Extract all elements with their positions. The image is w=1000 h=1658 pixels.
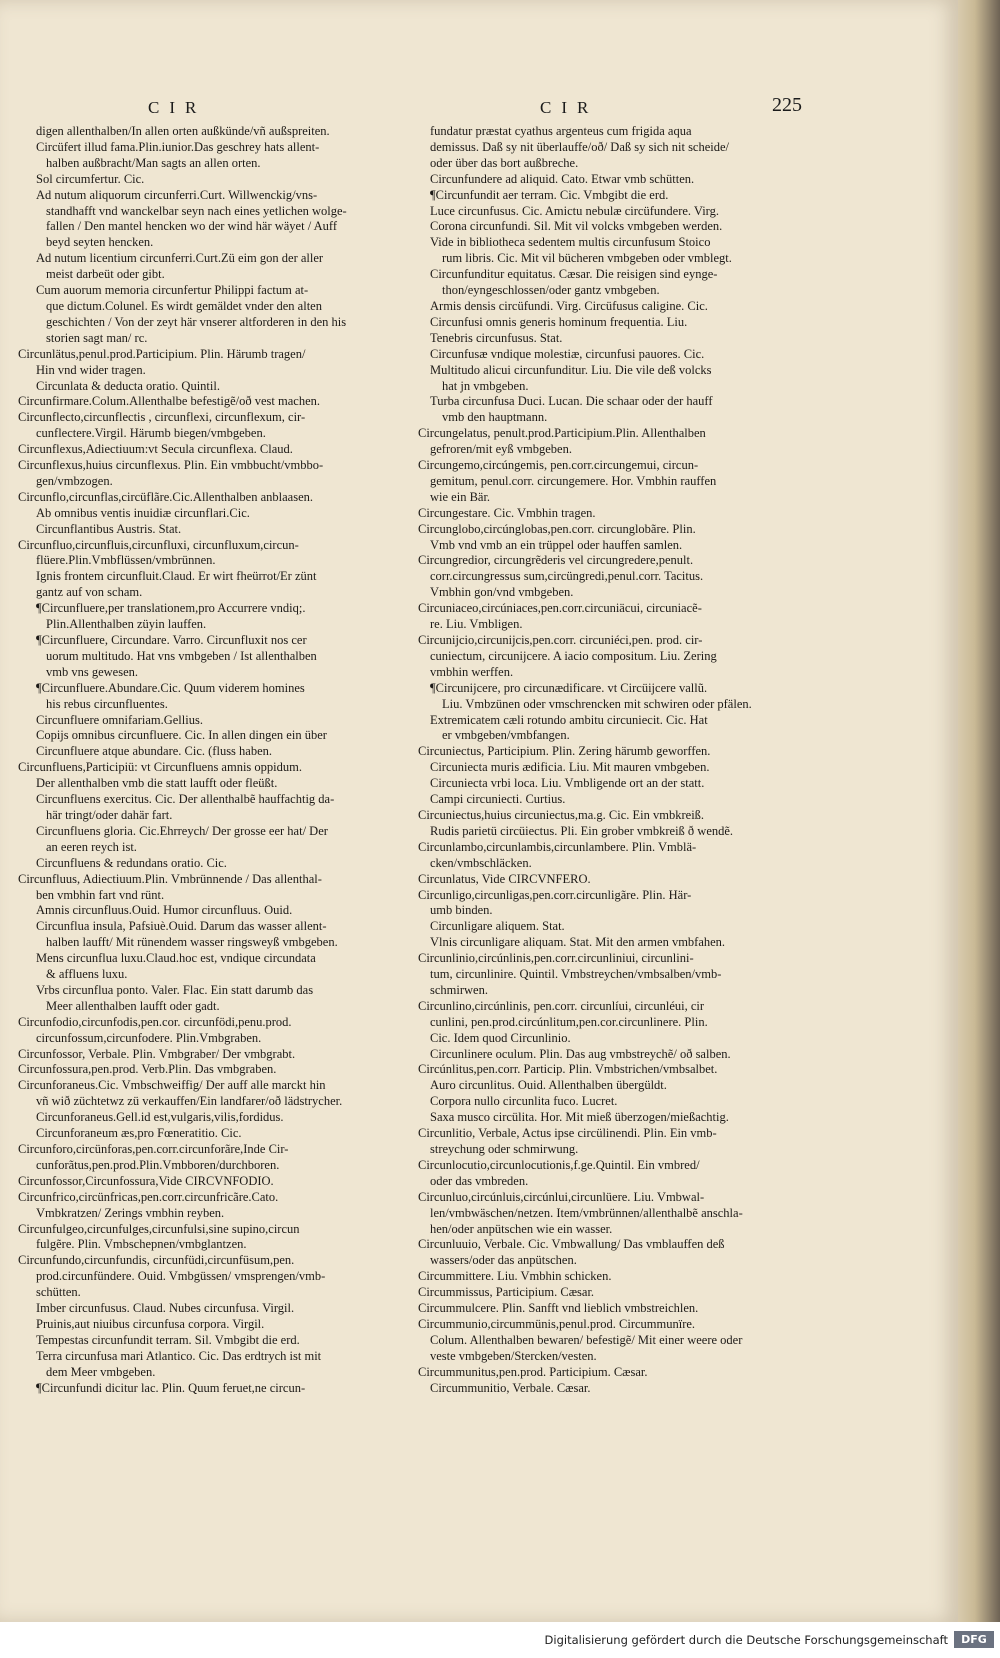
text-line: Cic. Idem quod Circunlinio. (430, 1030, 571, 1045)
text-line: Circunlambo,circunlambis,circunlambere. Plin. Vmblä- (418, 839, 697, 854)
text-line: Circunlocutio,circunlocutionis,f.ge.Quintil. Ein vmbred/ (418, 1157, 700, 1172)
text-line: wie ein Bär. (430, 489, 491, 504)
text-line: Circunflantibus Austris. Stat. (36, 521, 182, 536)
text-line: Circunluo,circúnluis,circúnlui,circunlüere. Liu. Vmbwal- (418, 1189, 705, 1204)
text-line: Saxa musco circülita. Hor. Mit mieß überzogen/mießachtig. (430, 1110, 729, 1125)
text-line: Circunfundo,circunfundis, circunfüdi,circunfüsum,pen. (18, 1253, 295, 1268)
text-line: Extremicatem cæli rotundo ambitu circuniecit. Cic. Hat (430, 712, 708, 727)
text-line: Mens circunflua luxu.Claud.hoc est, vndique circundata (36, 951, 316, 966)
text-line: Circunfluens exercitus. Cic. Der allenthalbẽ hauffachtig da- (36, 792, 335, 807)
text-line: Cum auorum memoria circunfertur Philippi factum at- (36, 283, 309, 298)
text-line: Circunlata & deducta oratio. Quintil. (36, 378, 220, 393)
text-line: fulgẽre. Plin. Vmbschepnen/vmbglantzen. (36, 1237, 247, 1252)
text-line: flüere.Plin.Vmbflüssen/vmbrünnen. (36, 553, 216, 568)
text-line: Circunfodio,circunfodis,pen.cor. circunfödi,penu.prod. (18, 1014, 292, 1029)
text-line: Hin vnd wider tragen. (36, 362, 146, 377)
text-line: Circunfusæ vndique molestiæ, circunfusi pauores. Cic. (430, 346, 705, 361)
text-line: Turba circunfusa Duci. Lucan. Die schaar oder der hauff (430, 394, 713, 409)
text-line: Rudis parietü circüiectus. Pli. Ein grober vmbkreiß ð wendẽ. (430, 823, 734, 838)
text-line: Circüfert illud fama.Plin.iunior.Das geschrey hats allent- (36, 139, 320, 154)
text-line: meist darbeüt oder gibt. (46, 267, 165, 282)
text-line: ben vmbhin fart vnd rünt. (36, 887, 165, 902)
page-edge (958, 0, 1000, 1622)
text-line: hat jn vmbgeben. (442, 378, 529, 393)
text-line: dem Meer vmbgeben. (46, 1364, 156, 1379)
text-line: Circunglobo,circúnglobas,pen.corr. circunglobãre. Plin. (418, 521, 696, 536)
text-line: Terra circunfusa mari Atlantico. Cic. Das erdtrych ist mit (36, 1348, 322, 1363)
text-line: gefroren/mit eyß vmbgeben. (430, 442, 572, 457)
text-line: Circunfossura,pen.prod. Verb.Plin. Das vmbgraben. (18, 1062, 277, 1077)
text-line: Campi circuniecti. Curtius. (430, 792, 566, 807)
text-line: cunforãtus,pen.prod.Plin.Vmbboren/durchboren. (36, 1157, 280, 1172)
text-line: umb binden. (430, 903, 493, 918)
text-line: Circuniecta vrbi loca. Liu. Vmbligende ort an der statt. (430, 776, 705, 791)
text-line: veste vmbgeben/Stercken/vesten. (430, 1348, 597, 1363)
text-line: Circúnlitus,pen.corr. Particip. Plin. Vmbstrichen/vmbsalbet. (418, 1062, 718, 1077)
text-line: Circunlinio,circúnlinis,pen.corr.circunliniui, circunlini- (418, 951, 694, 966)
text-line: demissus. Daß sy nit überlauffe/oð/ Daß sy sich nit scheide/ (430, 139, 730, 154)
text-line: Circunfossor, Verbale. Plin. Vmbgraber/ Der vmbgrabt. (18, 1046, 296, 1061)
right-column (418, 124, 810, 1397)
text-line: Circummunitus,pen.prod. Participium. Cæsar. (418, 1364, 648, 1379)
text-line: Circummissus, Participium. Cæsar. (418, 1285, 595, 1300)
text-line: corr.circungressus sum,circüngredi,penul.corr. Tacitus. (430, 569, 704, 584)
text-line: Colum. Allenthalben bewaren/ befestigẽ/ Mit einer weere oder (430, 1332, 743, 1347)
text-line: circunfossum,circunfodere. Plin.Vmbgraben. (36, 1030, 262, 1045)
text-line: que dictum.Colunel. Es wirdt gemäldet vnder den alten (46, 298, 322, 313)
dfg-logo: DFG (954, 1631, 994, 1648)
text-line: Armis densis circüfundi. Virg. Circüfusus caligine. Cic. (430, 298, 708, 313)
text-line: Circunflexus,huius circunflexus. Plin. Ein vmbbucht/vmbbo- (18, 458, 324, 473)
text-line: thon/eyngeschlossen/oder gantz vmbgeben. (442, 283, 660, 298)
text-line: cunlini, pen.prod.circúnlitum,pen.cor.circunlinere. Plin. (430, 1014, 708, 1029)
text-line: uorum multitudo. Hat vns vmbgeben / Ist allenthalben (46, 648, 317, 663)
text-line: fundatur præstat cyathus argenteus cum frigida aqua (430, 124, 692, 138)
text-line: ¶Circunfluere, Circundare. Varro. Circunfluxit nos cer (36, 633, 307, 647)
text-line: Ad nutum licentium circunferri.Curt.Zü eim gon der aller (36, 251, 324, 266)
text-line: Circunflua insula, Pafsiuè.Ouid. Darum das wasser allent- (36, 919, 327, 934)
text-line: Circunforo,circünforas,pen.corr.circunforãre,Inde Cir- (18, 1142, 289, 1156)
text-line: ¶Circunfluere.Abundare.Cic. Quum viderem homines (36, 680, 305, 695)
text-line: Liu. Vmbzünen oder vmschrencken mit schwiren oder pfälen. (442, 696, 752, 711)
text-line: an eeren reych ist. (46, 839, 137, 854)
text-line: standhafft vnd wanckelbar seyn nach eines yetlichen wolge- (46, 203, 347, 218)
text-line: Circunflecto,circunflectis , circunflexi, circunflexum, cir- (18, 410, 306, 425)
text-line: Circunfunditur equitatus. Cæsar. Die reisigen sind eynge- (430, 267, 718, 282)
text-line: Circungredior, circungrẽderis vel circungredere,penult. (418, 553, 694, 568)
text-line: cken/vmbschläcken. (430, 855, 532, 870)
text-line: Circuniecta muris ædificia. Liu. Mit mauren vmbgeben. (430, 760, 710, 775)
text-line: fallen / Den mantel hencken wo der wind här wäyet / Auff (46, 219, 337, 234)
text-line: rum libris. Cic. Mit vil bücheren vmbgeben oder vmblegt. (442, 251, 732, 266)
text-line: Corona circunfundi. Sil. Mit vil volcks vmbgeben werden. (430, 219, 723, 234)
text-line: geschichten / Von der zeyt här vnserer altforderen in den his (46, 314, 347, 329)
text-line: Vmbhin gon/vnd vmbgeben. (430, 585, 574, 600)
text-line: Circunfusi omnis generis hominum frequentia. Liu. (430, 314, 688, 329)
text-line: Amnis circunfluus.Ouid. Humor circunfluus. Ouid. (36, 903, 293, 918)
text-line: halben außbracht/Man sagts an allen orten. (46, 155, 261, 170)
text-line: halben laufft/ Mit rünendem wasser ringsweyß vmbgeben. (46, 935, 338, 950)
text-line: Circungemo,circúngemis, pen.corr.circungemui, circun- (418, 458, 699, 473)
text-line: Circunflexus,Adiectiuum:vt Secula circunflexa. Claud. (18, 442, 293, 457)
text-line: ¶Circunfluere,per translationem,pro Accurrere vndiq;. (36, 601, 306, 616)
text-line: Circunfulgeo,circunfulges,circunfulsi,sine supino,circun (18, 1221, 300, 1236)
text-line: digen allenthalben/In allen orten außkünde/vñ außspreiten. (36, 124, 330, 138)
text-line: Circunfluens & redundans oratio. Cic. (36, 855, 227, 870)
text-line: Circuniaceo,circúniaces,pen.corr.circuniäcui, circuniacẽ- (418, 601, 702, 616)
text-line: Circunforaneum æs,pro Fœneratitio. Cic. (36, 1126, 242, 1141)
text-line: streychung oder schmirwung. (430, 1142, 579, 1156)
text-line: beyd seyten hencken. (46, 235, 154, 250)
text-line: Vmbkratzen/ Zerings vmbhin reyben. (36, 1205, 225, 1220)
text-line: oder das vmbreden. (430, 1173, 529, 1188)
text-line: len/vmbwäschen/netzen. Item/vmbrünnen/allenthalbẽ anschla- (430, 1205, 743, 1220)
text-line: Vide in bibliotheca sedentem multis circunfusum Stoico (430, 235, 711, 250)
text-line: Circummittere. Liu. Vmbhin schicken. (418, 1269, 612, 1284)
text-line: Circunforaneus.Cic. Vmbschweiffig/ Der auff alle marckt hin (18, 1078, 326, 1093)
text-line: Circunfundere ad aliquid. Cato. Etwar vmb schütten. (430, 171, 695, 186)
text-line: Copijs omnibus circunfluere. Cic. In allen dingen ein über (36, 728, 327, 743)
text-line: Circunfluere atque abundare. Cic. (fluss haben. (36, 744, 273, 759)
text-line: oder über das bort außbreche. (430, 155, 579, 170)
text-line: Circungestare. Cic. Vmbhin tragen. (418, 505, 596, 520)
text-line: his rebus circunfluentes. (46, 696, 168, 711)
text-line: Sol circumfertur. Cic. (36, 171, 145, 186)
text-line: gantz auf von scham. (36, 585, 143, 600)
text-line: Circunlinere oculum. Plin. Das aug vmbstreychẽ/ oð salben. (430, 1046, 731, 1061)
text-line: ¶Circunfundi dicitur lac. Plin. Quum feruet,ne circun- (36, 1380, 306, 1395)
text-line: Ad nutum aliquorum circunferri.Curt. Willwenckig/vns- (36, 187, 318, 202)
funding-credit: Digitalisierung gefördert durch die Deutsche Forschungsgemeinschaft (544, 1633, 948, 1647)
text-line: Circunligo,circunligas,pen.corr.circunligãre. Plin. Här- (418, 887, 692, 902)
text-line: Circunfluere omnifariam.Gellius. (36, 712, 203, 727)
text-line: er vmbgeben/vmbfangen. (442, 728, 570, 743)
text-line: Circunfossor,Circunfossura,Vide CIRCVNFODIO. (18, 1173, 274, 1188)
text-line: hen/oder anpütschen wie ein wasser. (430, 1221, 613, 1236)
text-line: Circunijcio,circunijcis,pen.corr. circuniéci,pen. prod. cir- (418, 633, 703, 647)
text-line: Circunforaneus.Gell.id est,vulgaris,vilis,fordidus. (36, 1110, 284, 1125)
text-line: prod.circunfündere. Ouid. Vmbgüssen/ vmsprengen/vmb- (36, 1269, 326, 1284)
text-line: Circunfrico,circünfricas,pen.corr.circunfricãre.Cato. (18, 1189, 279, 1204)
text-line: schmirwen. (430, 982, 488, 997)
text-line: Circunlätus,penul.prod.Participium. Plin. Härumb tragen/ (18, 346, 306, 361)
text-line: vñ wið züchtetwz zü verkauffen/Ein landfarer/oð lädstrycher. (36, 1094, 343, 1109)
text-line: Ab omnibus ventis inuidiæ circunflari.Cic. (36, 505, 250, 520)
text-line: ¶Circunfundit aer terram. Cic. Vmbgibt die erd. (430, 187, 669, 202)
text-line: Circunlino,circúnlinis, pen.corr. circunlíui, circunléui, cir (418, 998, 705, 1013)
text-line: & affluens luxu. (46, 967, 128, 982)
text-line: Multitudo alicui circunfunditur. Liu. Die vile deß volcks (430, 362, 712, 377)
text-line: Tempestas circunfundit terram. Sil. Vmbgibt die erd. (36, 1332, 300, 1347)
text-line: Vlnis circunligare aliquam. Stat. Mit den armen vmbfahen. (430, 935, 726, 950)
text-line: storien sagt man/ rc. (46, 330, 148, 345)
text-line: cuniectum, circunijcere. A iacio compositum. Liu. Zering (430, 648, 717, 663)
text-line: vmb vns gewesen. (46, 664, 138, 679)
text-line: gemitum, penul.corr. circungemere. Hor. Vmbhin rauffen (430, 473, 717, 488)
running-head-left: CIR (148, 98, 207, 117)
text-line: ¶Circunijcere, pro circunædificare. vt Circüijcere vallũ. (430, 680, 708, 695)
text-line: Meer allenthalben laufft oder gadt. (46, 998, 220, 1013)
text-line: vmb den hauptmann. (442, 410, 548, 425)
text-line: Circunluuio, Verbale. Cic. Vmbwallung/ Das vmblauffen deß (418, 1237, 725, 1252)
text-line: vmbhin werffen. (430, 664, 514, 679)
text-line: Circunfluus, Adiectiuum.Plin. Vmbrünnende / Das allenthal- (18, 871, 322, 886)
text-line: Circunflo,circunflas,circüflãre.Cic.Allenthalben anblaasen. (18, 489, 314, 504)
text-line: Circunligare aliquem. Stat. (430, 919, 565, 934)
text-line: gen/vmbzogen. (36, 473, 113, 488)
text-line: Circuniectus,huius circuniectus,ma.g. Cic. Ein vmbkreiß. (418, 807, 705, 822)
text-line: Circungelatus, penult.prod.Participium.Plin. Allenthalben (418, 426, 706, 441)
text-line: Der allenthalben vmb die statt laufft oder fleüßt. (36, 776, 278, 791)
footer-bar (0, 1622, 1000, 1658)
running-head-right: CIR (540, 98, 599, 117)
text-line: Circunfluens gloria. Cic.Ehrreych/ Der grosse eer hat/ Der (36, 823, 328, 838)
text-line: Vrbs circunflua ponto. Valer. Flac. Ein statt darumb das (36, 982, 314, 997)
text-line: schütten. (36, 1285, 81, 1300)
text-line: Luce circunfusus. Cic. Amictu nebulæ circüfundere. Virg. (430, 203, 719, 218)
text-line: Auro circunlitus. Ouid. Allenthalben übergüldt. (430, 1078, 667, 1093)
text-line: tum, circunlinire. Quintil. Vmbstreychen/vmbsalben/vmb- (430, 967, 722, 982)
text-line: Corpora nullo circunlita fuco. Lucret. (430, 1094, 618, 1109)
text-line: här tringt/oder dahär fart. (46, 807, 173, 822)
page-number: 225 (772, 94, 802, 116)
text-line: Circummunio,circummünis,penul.prod. Circummunïre. (418, 1316, 696, 1331)
text-line: Circummulcere. Plin. Sanfft vnd lieblich vmbstreichlen. (418, 1301, 699, 1316)
text-line: re. Liu. Vmbligen. (430, 617, 523, 632)
text-line: cunflectere.Virgil. Härumb biegen/vmbgeben. (36, 426, 266, 441)
text-line: Circunfluo,circunfluis,circunfluxi, circunfluxum,circun- (18, 537, 299, 552)
text-line: Pruinis,aut niuibus circunfusa corpora. Virgil. (36, 1316, 265, 1331)
text-line: Imber circunfusus. Claud. Nubes circunfusa. Virgil. (36, 1301, 295, 1316)
text-line: Plin.Allenthalben züyin lauffen. (46, 617, 207, 632)
left-column (18, 124, 410, 1397)
text-line: Circunlitio, Verbale, Actus ipse circülinendi. Plin. Ein vmb- (418, 1126, 717, 1141)
text-line: Circuniectus, Participium. Plin. Zering härumb geworffen. (418, 744, 711, 759)
text-line: Tenebris circunfusus. Stat. (430, 330, 563, 345)
text-line: Circunfirmare.Colum.Allenthalbe befestigẽ/oð vest machen. (18, 394, 320, 409)
text-line: wassers/oder das anpütschen. (430, 1253, 577, 1268)
text-line: Circummunitio, Verbale. Cæsar. (430, 1380, 591, 1395)
text-line: Ignis frontem circunfluit.Claud. Er wirt fheürrot/Er zünt (36, 569, 317, 584)
text-line: Circunlatus, Vide CIRCVNFERO. (418, 871, 591, 886)
text-line: Vmb vnd vmb an ein trüppel oder hauffen samlen. (430, 537, 683, 552)
text-line: Circunfluens,Participiü: vt Circunfluens amnis oppidum. (18, 760, 302, 775)
